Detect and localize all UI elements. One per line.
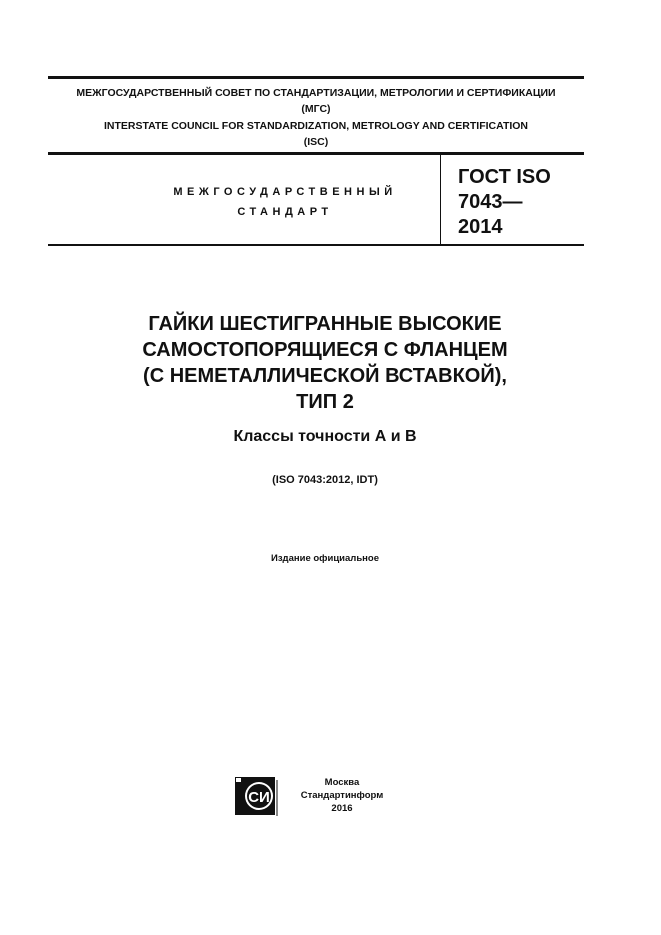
- standard-type-line2: СТАНДАРТ: [237, 206, 333, 218]
- publisher-name: Стандартинформ: [300, 790, 384, 801]
- council-abbr-en: (ISC): [303, 136, 329, 148]
- standard-designation: [458, 165, 584, 240]
- iso-reference: (ISO 7043:2012, IDT): [272, 474, 378, 486]
- designation-line2: 7043—: [458, 191, 523, 213]
- council-name-ru: [48, 85, 584, 117]
- publisher-city: Москва: [324, 777, 360, 788]
- title-line4: ТИП 2: [296, 391, 354, 413]
- title-line2: САМОСТОПОРЯЩИЕСЯ С ФЛАНЦЕМ: [142, 339, 508, 361]
- document-title: [60, 311, 590, 415]
- document-subtitle: Классы точности А и В: [233, 428, 417, 445]
- publication-year: 2016: [331, 803, 353, 814]
- council-name-ru-line1: МЕЖГОСУДАРСТВЕННЫЙ СОВЕТ ПО СТАНДАРТИЗАЦИИ, МЕТРОЛОГИИ И СЕРТИФИКАЦИИ: [76, 87, 556, 99]
- designation-line1: ГОСТ ISO: [458, 166, 551, 188]
- council-name-en: [48, 118, 584, 150]
- middle-rule: [48, 152, 584, 155]
- top-rule: [48, 76, 584, 79]
- standartinform-logo-icon: [234, 776, 282, 816]
- publisher-block: [290, 776, 394, 815]
- council-abbr-ru: (МГС): [301, 103, 331, 115]
- title-line1: ГАЙКИ ШЕСТИГРАННЫЕ ВЫСОКИЕ: [148, 313, 502, 335]
- title-line3: (С НЕМЕТАЛЛИЧЕСКОЙ ВСТАВКОЙ),: [143, 365, 507, 387]
- edition-note: Издание официальное: [271, 553, 379, 564]
- header-divider: [440, 155, 441, 244]
- bottom-rule: [48, 244, 584, 246]
- council-name-en-line1: INTERSTATE COUNCIL FOR STANDARDIZATION, METROLOGY AND CERTIFICATION: [103, 120, 529, 132]
- logo-text: СИ: [248, 789, 270, 806]
- standard-type-label: [150, 182, 420, 222]
- standard-type-line1: МЕЖГОСУДАРСТВЕННЫЙ: [173, 186, 397, 198]
- designation-line3: 2014: [458, 216, 503, 238]
